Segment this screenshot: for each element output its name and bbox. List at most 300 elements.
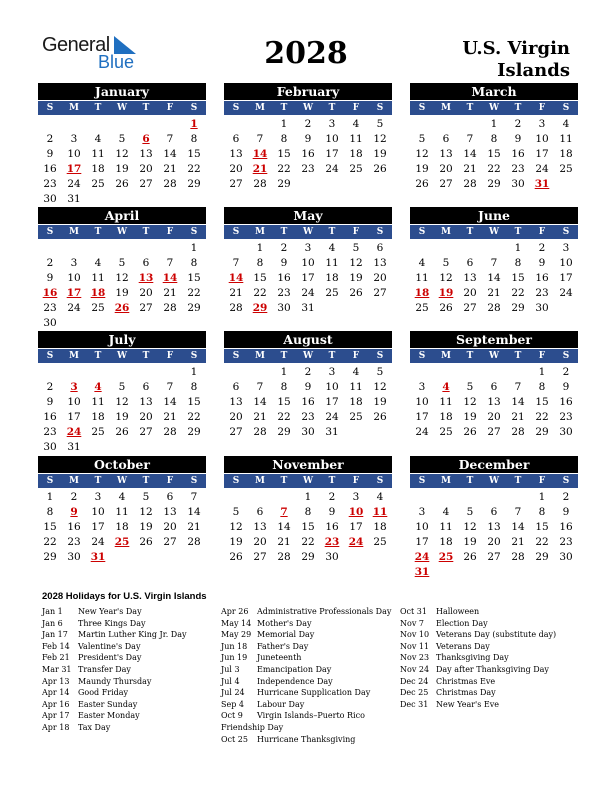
empty-cell: [410, 117, 434, 132]
day-cell: 30: [325, 551, 339, 563]
month-title: January: [38, 83, 206, 100]
holiday-date: Apr 26: [221, 607, 249, 616]
empty-cell: [434, 490, 458, 505]
empty-cell: [434, 365, 458, 380]
empty-cell: [410, 241, 434, 256]
holiday-row: [221, 664, 391, 676]
day-cell: 30: [43, 441, 57, 453]
day-cell: 26: [463, 426, 477, 438]
empty-cell: [506, 365, 530, 380]
empty-cell: [158, 117, 182, 132]
holiday-date: Sep 4: [221, 699, 244, 709]
day-cell: 7: [256, 133, 264, 145]
day-cell: 26: [373, 411, 387, 423]
holiday-row: [42, 618, 186, 630]
day-cell: 19: [463, 411, 477, 423]
day-cell: 2: [514, 118, 522, 130]
day-cell: 14: [187, 506, 201, 518]
day-cell: 10: [67, 396, 81, 408]
day-cell: 20: [163, 521, 177, 533]
weekday-label: M: [69, 351, 79, 361]
holiday-row: [400, 676, 556, 688]
holiday-name: Thanksgiving Day: [436, 653, 509, 663]
day-cell: 28: [229, 302, 243, 314]
weekday-label: S: [190, 351, 198, 361]
day-grid: [410, 490, 578, 580]
holiday-day-cell: 31: [534, 178, 550, 190]
day-cell: 2: [280, 242, 288, 254]
holiday-name: Hurricane Supplication Day: [257, 688, 371, 698]
weekday-label: S: [46, 476, 54, 486]
day-cell: 22: [43, 536, 57, 548]
month-march: [410, 83, 578, 203]
weekday-header: [38, 349, 206, 363]
day-cell: 17: [325, 396, 339, 408]
weekday-header: [410, 225, 578, 239]
day-cell: 31: [67, 441, 81, 453]
day-cell: 6: [490, 381, 498, 393]
holiday-row: [221, 687, 391, 699]
day-cell: 16: [277, 272, 291, 284]
holiday-date: Jun 18: [221, 641, 248, 651]
holiday-name: Maundy Thursday: [78, 676, 152, 686]
holiday-row: [221, 652, 391, 664]
holiday-day-cell: 11: [372, 506, 388, 518]
empty-cell: [248, 490, 272, 505]
empty-cell: [482, 365, 506, 380]
day-cell: 26: [139, 536, 153, 548]
day-cell: 23: [43, 302, 57, 314]
weekday-label: F: [538, 227, 546, 237]
holiday-date: Oct 9: [221, 711, 243, 721]
holiday-name: Easter Sunday: [78, 699, 138, 709]
day-cell: 13: [253, 521, 267, 533]
day-cell: 11: [91, 148, 105, 160]
weekday-label: W: [116, 103, 128, 113]
day-grid: [410, 365, 578, 440]
day-cell: 16: [301, 148, 315, 160]
month-november: [224, 456, 392, 576]
empty-cell: [62, 117, 86, 132]
day-cell: 4: [118, 491, 126, 503]
day-cell: 11: [349, 381, 363, 393]
empty-cell: [458, 241, 482, 256]
day-cell: 14: [163, 148, 177, 160]
day-cell: 4: [562, 118, 570, 130]
day-cell: 9: [280, 257, 288, 269]
weekday-label: T: [514, 476, 522, 486]
holiday-date: Nov 11: [400, 641, 430, 651]
weekday-label: F: [352, 103, 360, 113]
day-cell: 13: [139, 396, 153, 408]
holiday-name: New Year's Day: [78, 607, 142, 616]
day-cell: 28: [163, 302, 177, 314]
month-december: [410, 456, 578, 576]
day-cell: 12: [115, 272, 129, 284]
day-grid: [38, 365, 206, 455]
weekday-label: W: [488, 103, 500, 113]
day-cell: 25: [91, 302, 105, 314]
day-cell: 8: [280, 381, 288, 393]
day-cell: 17: [91, 521, 105, 533]
day-cell: 4: [352, 118, 360, 130]
day-cell: 25: [91, 178, 105, 190]
holiday-date: Dec 24: [400, 676, 429, 686]
holiday-date: Nov 7: [400, 618, 424, 628]
day-cell: 11: [115, 506, 129, 518]
day-cell: 11: [91, 396, 105, 408]
day-cell: 16: [325, 521, 339, 533]
day-cell: 9: [304, 133, 312, 145]
holiday-name: New Year's Eve: [436, 699, 499, 709]
day-cell: 15: [535, 521, 549, 533]
region-line-2: Islands: [497, 60, 570, 81]
day-cell: 30: [511, 178, 525, 190]
day-cell: 27: [439, 178, 453, 190]
day-cell: 18: [91, 163, 105, 175]
weekday-label: F: [352, 227, 360, 237]
day-cell: 19: [463, 536, 477, 548]
weekday-label: T: [280, 103, 288, 113]
holiday-row: [42, 641, 186, 653]
weekday-label: F: [538, 476, 546, 486]
weekday-label: M: [441, 103, 451, 113]
day-cell: 2: [328, 491, 336, 503]
weekday-header: [224, 101, 392, 115]
day-cell: 30: [67, 551, 81, 563]
weekday-label: T: [514, 351, 522, 361]
month-june: [410, 207, 578, 327]
day-cell: 25: [325, 287, 339, 299]
weekday-label: W: [116, 351, 128, 361]
day-cell: 18: [559, 148, 573, 160]
day-cell: 27: [139, 302, 153, 314]
day-grid: [38, 117, 206, 207]
weekday-label: S: [562, 227, 570, 237]
holiday-row: [42, 710, 186, 722]
holiday-row: [42, 687, 186, 699]
logo-text-general: General: [42, 34, 110, 56]
day-cell: 6: [256, 506, 264, 518]
weekday-label: S: [232, 103, 240, 113]
holiday-day-cell: 24: [348, 536, 364, 548]
day-cell: 20: [253, 536, 267, 548]
day-cell: 21: [229, 287, 243, 299]
day-cell: 15: [301, 521, 315, 533]
holiday-name: Day after Thanksgiving Day: [436, 664, 549, 674]
day-cell: 23: [301, 163, 315, 175]
day-cell: 23: [559, 536, 573, 548]
day-cell: 28: [463, 178, 477, 190]
weekday-label: W: [302, 227, 314, 237]
weekday-label: S: [46, 227, 54, 237]
holiday-name: Father's Day: [257, 641, 309, 651]
day-cell: 8: [490, 133, 498, 145]
day-cell: 29: [535, 426, 549, 438]
weekday-label: S: [46, 103, 54, 113]
holiday-row: [221, 710, 391, 722]
month-title: May: [224, 207, 392, 224]
weekday-label: T: [328, 351, 336, 361]
weekday-label: M: [255, 227, 265, 237]
holiday-day-cell: 17: [66, 163, 82, 175]
day-cell: 26: [463, 551, 477, 563]
day-cell: 15: [253, 272, 267, 284]
holiday-date: Oct 25: [221, 734, 248, 744]
day-cell: 10: [91, 506, 105, 518]
holiday-row: [221, 618, 391, 630]
empty-cell: [110, 117, 134, 132]
day-cell: 8: [190, 381, 198, 393]
day-cell: 24: [415, 426, 429, 438]
day-cell: 3: [352, 491, 360, 503]
weekday-label: S: [418, 476, 426, 486]
day-cell: 28: [163, 178, 177, 190]
empty-cell: [248, 117, 272, 132]
holiday-day-cell: 24: [414, 551, 430, 563]
empty-cell: [86, 365, 110, 380]
day-cell: 9: [46, 396, 54, 408]
day-cell: 5: [232, 506, 240, 518]
day-cell: 16: [559, 396, 573, 408]
holiday-date: Jul 24: [221, 688, 245, 698]
day-cell: 29: [535, 551, 549, 563]
weekday-label: F: [166, 476, 174, 486]
holiday-name: Mother's Day: [257, 618, 312, 628]
day-cell: 21: [277, 536, 291, 548]
day-cell: 2: [538, 242, 546, 254]
day-cell: 10: [67, 272, 81, 284]
day-cell: 21: [487, 287, 501, 299]
holiday-day-cell: 21: [252, 163, 268, 175]
day-cell: 23: [43, 426, 57, 438]
day-cell: 7: [514, 381, 522, 393]
weekday-label: T: [94, 103, 102, 113]
day-cell: 23: [559, 411, 573, 423]
holiday-date: Oct 31: [400, 607, 427, 616]
empty-cell: [410, 490, 434, 505]
holiday-row: [400, 618, 556, 630]
day-cell: 15: [187, 396, 201, 408]
weekday-header: [224, 474, 392, 488]
holiday-day-cell: 9: [70, 506, 78, 518]
day-cell: 16: [559, 521, 573, 533]
day-cell: 2: [304, 118, 312, 130]
holiday-name: Virgin Islands–Puerto Rico: [257, 711, 365, 721]
day-grid: [224, 241, 392, 316]
day-cell: 7: [490, 257, 498, 269]
day-cell: 20: [439, 163, 453, 175]
day-cell: 6: [166, 491, 174, 503]
weekday-label: S: [418, 227, 426, 237]
day-cell: 24: [325, 411, 339, 423]
day-cell: 1: [190, 366, 198, 378]
day-cell: 31: [67, 193, 81, 205]
day-cell: 5: [376, 366, 384, 378]
empty-cell: [62, 241, 86, 256]
day-cell: 12: [415, 148, 429, 160]
weekday-header: [224, 349, 392, 363]
day-cell: 13: [463, 272, 477, 284]
empty-cell: [506, 490, 530, 505]
holiday-day-cell: 25: [114, 536, 130, 548]
day-cell: 29: [511, 302, 525, 314]
weekday-label: M: [441, 227, 451, 237]
day-cell: 19: [115, 163, 129, 175]
day-cell: 1: [538, 366, 546, 378]
weekday-header: [410, 349, 578, 363]
day-cell: 18: [439, 411, 453, 423]
day-cell: 11: [349, 133, 363, 145]
month-title: July: [38, 331, 206, 348]
empty-cell: [248, 365, 272, 380]
day-cell: 24: [325, 163, 339, 175]
holiday-row: [400, 641, 556, 653]
day-cell: 21: [163, 411, 177, 423]
weekday-label: T: [94, 476, 102, 486]
holiday-name: Emancipation Day: [257, 664, 332, 674]
day-cell: 15: [535, 396, 549, 408]
day-cell: 1: [304, 491, 312, 503]
empty-cell: [38, 117, 62, 132]
month-april: [38, 207, 206, 327]
day-cell: 2: [304, 366, 312, 378]
day-cell: 23: [301, 411, 315, 423]
day-cell: 15: [43, 521, 57, 533]
day-cell: 29: [187, 302, 201, 314]
day-cell: 29: [187, 426, 201, 438]
day-cell: 12: [463, 396, 477, 408]
holiday-row: [400, 664, 556, 676]
holiday-name: Memorial Day: [257, 630, 315, 640]
day-cell: 4: [94, 257, 102, 269]
day-cell: 19: [115, 287, 129, 299]
day-cell: 11: [91, 272, 105, 284]
day-cell: 24: [91, 536, 105, 548]
day-cell: 29: [487, 178, 501, 190]
day-cell: 15: [511, 272, 525, 284]
day-cell: 28: [511, 426, 525, 438]
weekday-label: M: [69, 227, 79, 237]
day-cell: 14: [463, 148, 477, 160]
day-cell: 25: [559, 163, 573, 175]
month-title: February: [224, 83, 392, 100]
weekday-label: T: [142, 351, 150, 361]
day-cell: 9: [328, 506, 336, 518]
day-cell: 20: [487, 536, 501, 548]
weekday-label: W: [488, 476, 500, 486]
day-cell: 16: [43, 411, 57, 423]
calendar-year: 2028: [264, 36, 348, 71]
weekday-label: T: [94, 227, 102, 237]
empty-cell: [410, 365, 434, 380]
day-cell: 14: [253, 396, 267, 408]
empty-cell: [224, 365, 248, 380]
day-cell: 28: [277, 551, 291, 563]
holiday-row: [42, 629, 186, 641]
weekday-label: S: [562, 351, 570, 361]
day-cell: 18: [439, 536, 453, 548]
day-grid: [224, 117, 392, 192]
day-cell: 25: [415, 302, 429, 314]
day-cell: 29: [277, 178, 291, 190]
holiday-name: Transfer Day: [78, 664, 131, 674]
weekday-label: M: [255, 103, 265, 113]
day-cell: 20: [487, 411, 501, 423]
empty-cell: [134, 117, 158, 132]
holiday-day-cell: 14: [228, 272, 244, 284]
day-cell: 21: [511, 536, 525, 548]
weekday-label: T: [328, 476, 336, 486]
weekday-label: M: [255, 476, 265, 486]
holiday-name: Administrative Professionals Day: [257, 607, 392, 616]
day-cell: 7: [166, 381, 174, 393]
empty-cell: [86, 241, 110, 256]
day-cell: 5: [142, 491, 150, 503]
day-cell: 1: [280, 366, 288, 378]
holiday-date: May 29: [221, 630, 252, 640]
weekday-label: W: [116, 227, 128, 237]
day-cell: 17: [415, 411, 429, 423]
holiday-date: Apr 17: [42, 711, 70, 721]
day-cell: 5: [118, 381, 126, 393]
weekday-label: F: [352, 351, 360, 361]
day-cell: 26: [349, 287, 363, 299]
weekday-label: T: [328, 103, 336, 113]
holiday-day-cell: 19: [438, 287, 454, 299]
day-cell: 6: [376, 242, 384, 254]
holiday-name: Three Kings Day: [78, 618, 146, 628]
day-cell: 8: [190, 257, 198, 269]
day-cell: 10: [325, 133, 339, 145]
weekday-label: S: [418, 103, 426, 113]
day-cell: 29: [43, 551, 57, 563]
day-cell: 30: [559, 426, 573, 438]
month-august: [224, 331, 392, 451]
day-cell: 26: [439, 302, 453, 314]
empty-cell: [482, 241, 506, 256]
month-title: October: [38, 456, 206, 473]
day-cell: 26: [415, 178, 429, 190]
day-cell: 16: [511, 148, 525, 160]
holiday-day-cell: 14: [162, 272, 178, 284]
empty-cell: [434, 241, 458, 256]
day-cell: 3: [562, 242, 570, 254]
day-cell: 3: [538, 118, 546, 130]
day-grid: [38, 241, 206, 331]
month-title: September: [410, 331, 578, 348]
day-cell: 10: [301, 257, 315, 269]
day-cell: 6: [466, 257, 474, 269]
day-cell: 6: [232, 133, 240, 145]
day-cell: 8: [538, 381, 546, 393]
holiday-name: Friendship Day: [221, 722, 284, 732]
day-cell: 12: [229, 521, 243, 533]
day-cell: 4: [94, 133, 102, 145]
holiday-date: Feb 21: [42, 653, 70, 663]
day-cell: 22: [253, 287, 267, 299]
day-cell: 30: [301, 426, 315, 438]
month-title: April: [38, 207, 206, 224]
day-cell: 3: [70, 257, 78, 269]
day-cell: 27: [229, 178, 243, 190]
day-cell: 3: [418, 506, 426, 518]
holiday-name: Veterans Day (substitute day): [436, 630, 557, 640]
day-cell: 28: [253, 426, 267, 438]
holiday-name: Christmas Day: [436, 688, 496, 698]
holiday-name: Hurricane Thanksgiving: [257, 734, 356, 744]
day-cell: 12: [115, 396, 129, 408]
